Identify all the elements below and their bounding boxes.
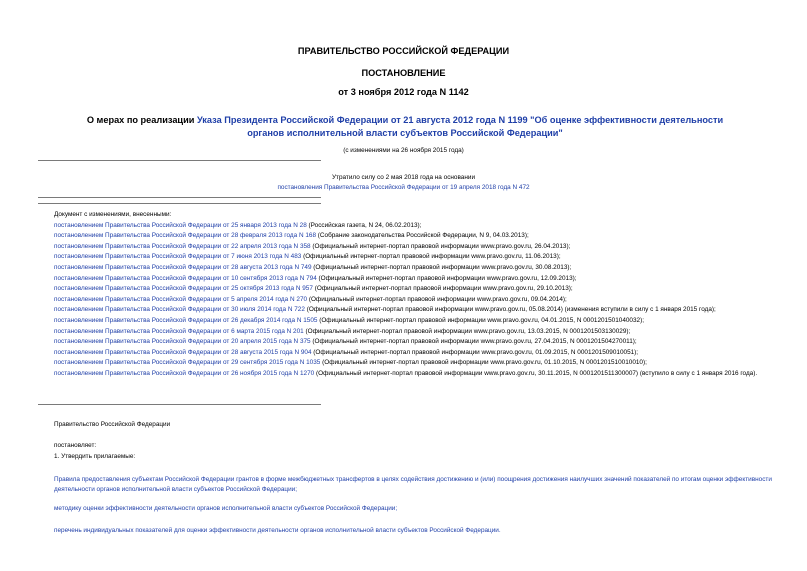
change-source: (Официальный интернет-портал правовой информации www.pravo.gov.ru, 26.04.2013);: [310, 242, 571, 250]
change-source: (Официальный интернет-портал правовой информации www.pravo.gov.ru, 09.04.2014);: [307, 295, 567, 303]
change-link[interactable]: постановлением Правительства Российской Федерации от 26 декабря 2014 года N 1505: [54, 316, 318, 324]
lost-force-link-line: [0, 184, 807, 191]
document-title: [70, 114, 740, 140]
list-item: [38, 252, 773, 263]
lost-force-text: Утратило силу со 2 мая 2018 года на основании: [331, 174, 476, 181]
change-link[interactable]: постановлением Правительства Российской Федерации от 22 апреля 2013 года N 358: [54, 242, 311, 250]
change-link[interactable]: постановлением Правительства Российской Федерации от 28 февраля 2013 года N 168: [54, 232, 317, 240]
change-source: (Официальный интернет-портал правовой информации www.pravo.gov.ru, 04.01.2015, N 0001201501040032);: [317, 316, 645, 324]
list-item: [38, 263, 773, 274]
lost-force-link[interactable]: постановления Правительства Российской Федерации от 19 апреля 2018 года N 472: [277, 184, 530, 191]
changes-header: Документ с изменениями, внесенными:: [54, 211, 172, 218]
divider: [38, 203, 321, 204]
change-link[interactable]: постановлением Правительства Российской Федерации от 28 августа 2013 года N 749: [54, 263, 312, 271]
approved-item-methodology: [54, 505, 397, 512]
change-source: (Официальный интернет-портал правовой информации www.pravo.gov.ru, 13.03.2015, N 0001201503130029);: [303, 327, 631, 335]
divider: [38, 160, 321, 161]
approved-item-rules: [54, 475, 772, 495]
title-decree-link[interactable]: Указа Президента Российской Федерации от 21 августа 2012 года N 1199 "Об оценке эффективности деятельности органов исполнительной власти субъектов Российской Федерации": [196, 115, 724, 138]
list-item: [38, 221, 773, 232]
change-link[interactable]: постановлением Правительства Российской Федерации от 5 апреля 2014 года N 270: [54, 295, 308, 303]
change-source: (Официальный интернет-портал правовой информации www.pravo.gov.ru, 27.04.2015, N 0001201504270011);: [310, 338, 637, 346]
divider: [38, 404, 321, 405]
government-line: Правительство Российской Федерации: [54, 421, 171, 428]
list-item: [38, 274, 773, 285]
methodology-link[interactable]: методику оценки эффективности деятельности органов исполнительной власти субъектов Российской Федерации;: [54, 505, 398, 512]
change-source: (Официальный интернет-портал правовой информации www.pravo.gov.ru, 30.08.2013);: [311, 263, 572, 271]
indicators-link[interactable]: перечень индивидуальных показателей для оценки эффективности деятельности органов исполнительной власти субъектов Российской Федерации.: [54, 527, 501, 534]
change-link[interactable]: постановлением Правительства Российской Федерации от 28 августа 2015 года N 904: [54, 348, 312, 356]
list-item: [38, 369, 773, 380]
changes-list: [38, 210, 773, 380]
government-heading: ПРАВИТЕЛЬСТВО РОССИЙСКОЙ ФЕДЕРАЦИИ: [297, 46, 510, 56]
change-source: (Собрание законодательства Российской Федерации, N 9, 04.03.2013);: [316, 232, 529, 240]
change-link[interactable]: постановлением Правительства Российской Федерации от 10 сентября 2013 года N 794: [54, 274, 317, 282]
change-link[interactable]: постановлением Правительства Российской Федерации от 29 сентября 2015 года N 1035: [54, 359, 321, 367]
change-source: (Официальный интернет-портал правовой информации www.pravo.gov.ru, 01.09.2015, N 0001201509010051);: [311, 348, 639, 356]
approved-item-indicators: [54, 527, 501, 534]
change-link[interactable]: постановлением Правительства Российской Федерации от 26 ноября 2015 года N 1270: [54, 369, 315, 377]
change-source: (Официальный интернет-портал правовой информации www.pravo.gov.ru, 05.08.2014) (изменения вступили в силу с 1 января 2015 года);: [304, 306, 716, 314]
list-item: [38, 231, 773, 242]
change-source: (Официальный интернет-портал правовой информации www.pravo.gov.ru, 01.10.2015, N 0001201510010010);: [320, 359, 647, 367]
change-link[interactable]: постановлением Правительства Российской Федерации от 25 октября 2013 года N 957: [54, 285, 313, 293]
list-item: [38, 337, 773, 348]
list-item: [38, 348, 773, 359]
list-item: [38, 316, 773, 327]
change-link[interactable]: постановлением Правительства Российской Федерации от 20 апреля 2015 года N 375: [54, 338, 311, 346]
edition-note: (с изменениями на 26 ноября 2015 года): [343, 147, 464, 154]
list-item: [38, 284, 773, 295]
change-source: (Официальный интернет-портал правовой информации www.pravo.gov.ru, 30.11.2015, N 0001201511300007) (вступило в силу с 1 января 2016 года).: [314, 369, 758, 377]
document-date-number: от 3 ноября 2012 года N 1142: [338, 87, 469, 97]
change-link[interactable]: постановлением Правительства Российской Федерации от 6 марта 2015 года N 201: [54, 327, 304, 335]
list-item: [38, 242, 773, 253]
change-source: (Официальный интернет-портал правовой информации www.pravo.gov.ru, 11.06.2013);: [301, 253, 561, 261]
change-source: (Официальный интернет-портал правовой информации www.pravo.gov.ru, 29.10.2013);: [312, 285, 573, 293]
change-link[interactable]: постановлением Правительства Российской Федерации от 30 июля 2014 года N 722: [54, 306, 305, 314]
rules-link[interactable]: Правила предоставления субъектам Российской Федерации грантов в форме межбюджетных трансфертов в целях содействия достижению и (или) поощрения достижения наилучших значений показателей по итогам оценки эффективности деятельности органов исполнительной власти субъектов Российской Федерации;: [54, 476, 772, 493]
change-link[interactable]: постановлением Правительства Российской Федерации от 25 января 2013 года N 28: [54, 221, 307, 229]
decrees-line: постановляет:: [54, 442, 97, 449]
list-item: [38, 358, 773, 369]
change-link[interactable]: постановлением Правительства Российской Федерации от 7 июня 2013 года N 483: [54, 253, 302, 261]
list-item: [38, 327, 773, 338]
change-source: (Официальный интернет-портал правовой информации www.pravo.gov.ru, 12.09.2013);: [316, 274, 577, 282]
list-item: [38, 305, 773, 316]
divider: [38, 197, 321, 198]
approve-line: 1. Утвердить прилагаемые:: [54, 453, 136, 460]
document-type-heading: ПОСТАНОВЛЕНИЕ: [361, 68, 446, 78]
change-source: (Российская газета, N 24, 06.02.2013);: [306, 221, 422, 229]
list-item: [38, 295, 773, 306]
title-prefix: О мерах по реализации: [86, 115, 197, 125]
